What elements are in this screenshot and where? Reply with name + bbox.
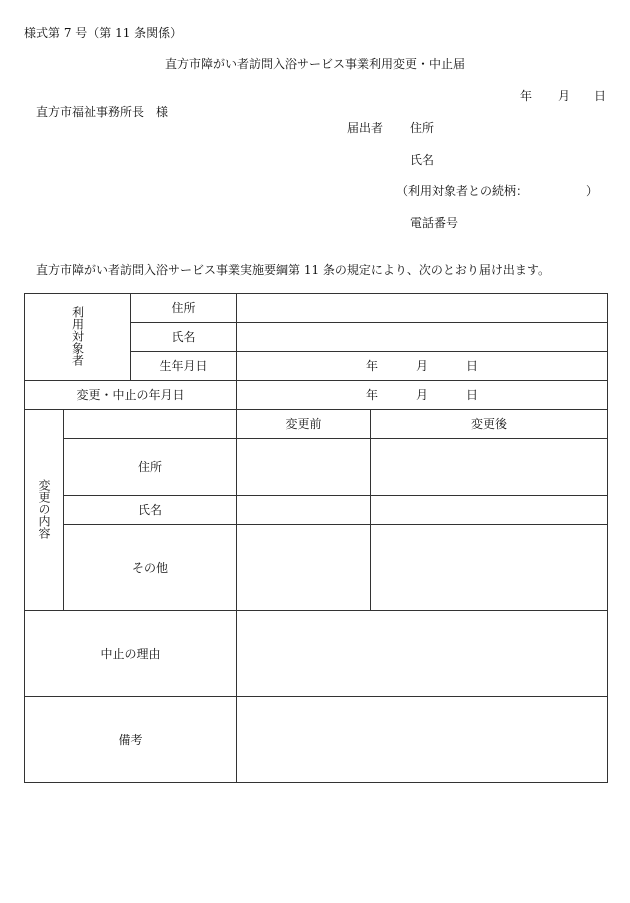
change-date-label: 変更・中止の年月日: [25, 381, 237, 410]
other-label: その他: [64, 525, 237, 611]
before-header: 変更前: [237, 410, 371, 439]
form-number: 様式第 7 号（第 11 条関係）: [24, 26, 183, 40]
reason-field[interactable]: [237, 611, 608, 697]
change-content-header: [25, 410, 64, 611]
day-label: 日: [594, 89, 607, 103]
change-name-label: 氏名: [64, 496, 237, 525]
change-content-label: 変更の内容: [37, 478, 51, 539]
change-address-before[interactable]: [237, 439, 371, 496]
application-table: [24, 293, 608, 783]
remarks-label: 備考: [25, 697, 237, 783]
change-date-day: 日: [466, 388, 479, 402]
relationship-close: ）: [586, 184, 599, 198]
relationship-label: （利用対象者との続柄：: [396, 184, 529, 198]
remarks-field[interactable]: [237, 697, 608, 783]
birthdate-field[interactable]: [237, 352, 608, 381]
phone-label: 電話番号: [410, 216, 459, 230]
applicant-label: 届出者: [347, 121, 384, 135]
addressee: 直方市福祉事務所長 様: [36, 105, 169, 119]
document-title: 直方市障がい者訪問入浴サービス事業利用変更・中止届: [164, 57, 465, 71]
birthdate-day: 日: [466, 359, 479, 373]
month-label: 月: [558, 89, 571, 103]
year-label: 年: [520, 89, 533, 103]
reason-label: 中止の理由: [25, 611, 237, 697]
change-date-month: 月: [416, 388, 429, 402]
change-address-after[interactable]: [371, 439, 608, 496]
change-address-label: 住所: [64, 439, 237, 496]
submission-date: [520, 89, 606, 103]
target-person-header: [25, 294, 131, 381]
other-after[interactable]: [371, 525, 608, 611]
birthdate-year: 年: [365, 359, 378, 373]
target-person-label: 利用対象者: [70, 305, 85, 366]
change-name-after[interactable]: [371, 496, 608, 525]
other-before[interactable]: [237, 525, 371, 611]
change-name-before[interactable]: [237, 496, 371, 525]
after-header: 変更後: [371, 410, 608, 439]
birthdate-month: 月: [416, 359, 429, 373]
statement: 直方市障がい者訪問入浴サービス事業実施要綱第 11 条の規定により、次のとおり届け出ます。: [36, 263, 550, 277]
change-date-field[interactable]: [237, 381, 608, 410]
change-date-year: 年: [365, 388, 378, 402]
address-label: 住所: [131, 294, 237, 323]
birthdate-label: 生年月日: [131, 352, 237, 381]
name-label: 氏名: [131, 323, 237, 352]
applicant-name-label: 氏名: [410, 153, 435, 167]
applicant-address-label: 住所: [410, 121, 435, 135]
name-field[interactable]: [237, 323, 608, 352]
address-field[interactable]: [237, 294, 608, 323]
blank-header-cell: [64, 410, 237, 439]
